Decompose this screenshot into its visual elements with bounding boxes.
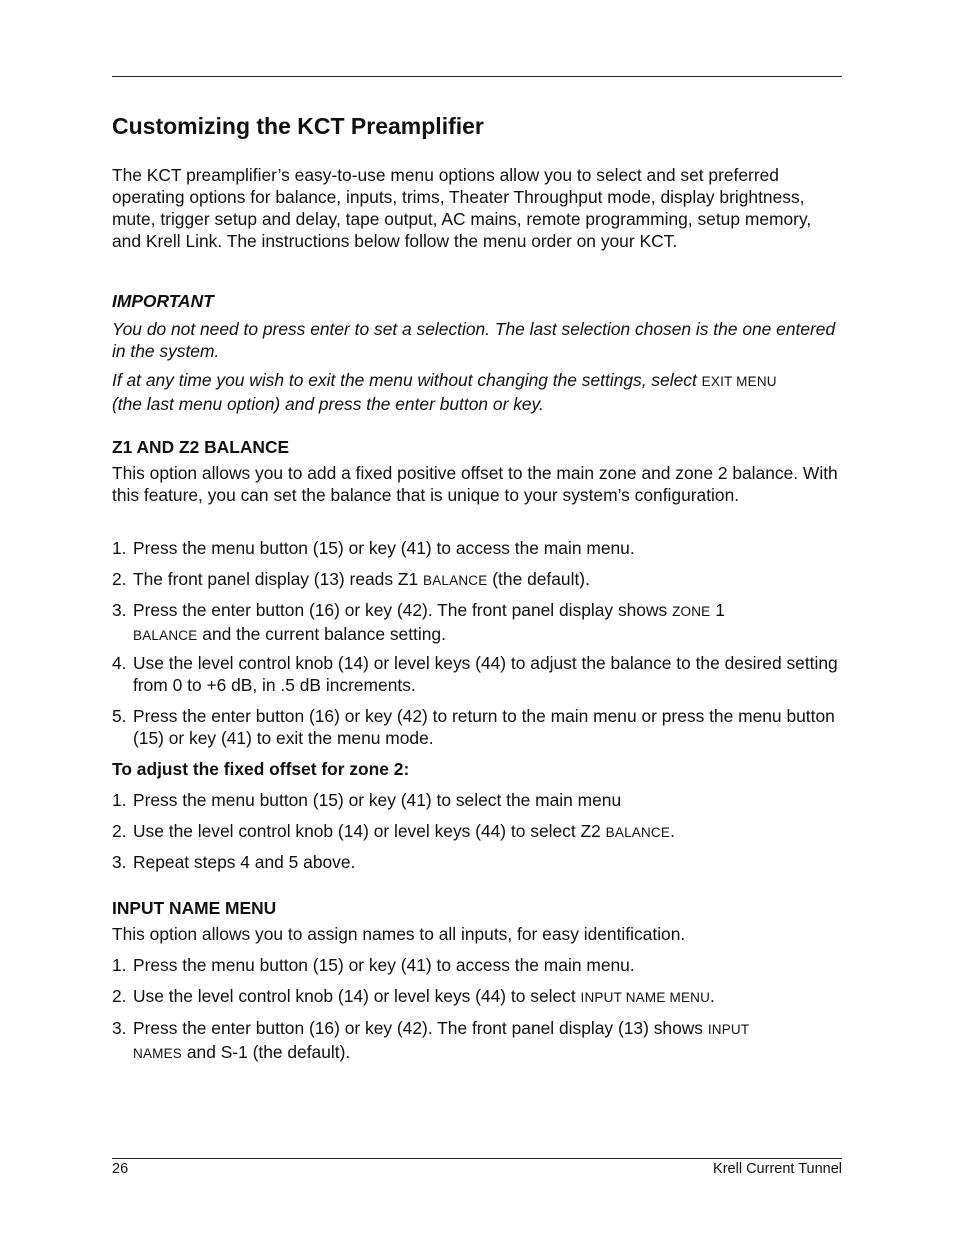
list-item: 3. Repeat steps 4 and 5 above. (112, 852, 356, 872)
input-name-heading: INPUT NAME MENU (112, 898, 277, 918)
page-number: 26 (112, 1161, 129, 1177)
list-item: 1. Press the menu button (15) or key (41) to access the main menu. (112, 538, 635, 558)
exit-menu-label: EXIT MENU (701, 374, 777, 389)
list-item: 2. Use the level control knob (14) or level keys (44) to select Z2 BALANCE. (112, 821, 675, 841)
important-note-2-text: If at any time you wish to exit the menu without changing the settings, select (112, 370, 702, 390)
balance-description: This option allows you to add a fixed positive offset to the main zone and zone 2 balance. With this feature, you can set the balance that is unique to your system’s configuration. (112, 463, 838, 505)
important-heading: IMPORTANT (112, 291, 214, 311)
footer-rule (112, 1158, 842, 1159)
list-item: 2. The front panel display (13) reads Z1 BALANCE (the default). (112, 569, 590, 589)
input-name-description: This option allows you to assign names to all inputs, for easy identification. (112, 924, 686, 944)
list-item: 2. Use the level control knob (14) or level keys (44) to select INPUT NAME MENU. (112, 986, 715, 1006)
zone2-heading: To adjust the fixed offset for zone 2: (112, 759, 410, 779)
list-item: 3. Press the enter button (16) or key (42). The front panel display (13) shows INPUT NAMES and S-1 (the default). (112, 1018, 750, 1062)
important-note-2 (112, 369, 842, 415)
intro-paragraph: The KCT preamplifier’s easy-to-use menu options allow you to select and set preferred operating options for balance, inputs, trims, Theater Throughput mode, display brightness, mute, trigger setup and delay, tape output, AC mains, remote programming, setup memory, and Krell Link. The instructions below follow the menu order on your KCT. (112, 165, 812, 251)
list-item: 3. Press the enter button (16) or key (42). The front panel display shows ZONE 1 BALANCE and the current balance setting. (112, 600, 725, 644)
page-title: Customizing the KCT Preamplifier (112, 113, 484, 139)
balance-heading: Z1 AND Z2 BALANCE (112, 437, 290, 457)
important-note-2-text-end: (the last menu option) and press the enter button or key. (112, 394, 544, 414)
list-item: 1. Press the menu button (15) or key (41) to access the main menu. (112, 955, 635, 975)
list-item: 4. Use the level control knob (14) or level keys (44) to adjust the balance to the desired setting from 0 to +6 dB, in .5 dB increments. (112, 653, 838, 695)
list-item: 5. Press the enter button (16) or key (42) to return to the main menu or press the menu button (15) or key (41) to exit the menu mode. (112, 706, 835, 748)
list-item: 1. Press the menu button (15) or key (41) to select the main menu (112, 790, 622, 810)
important-note-1: You do not need to press enter to set a selection. The last selection chosen is the one entered in the system. (112, 319, 836, 361)
header-rule (112, 76, 842, 77)
footer-doc-title: Krell Current Tunnel (713, 1161, 842, 1177)
